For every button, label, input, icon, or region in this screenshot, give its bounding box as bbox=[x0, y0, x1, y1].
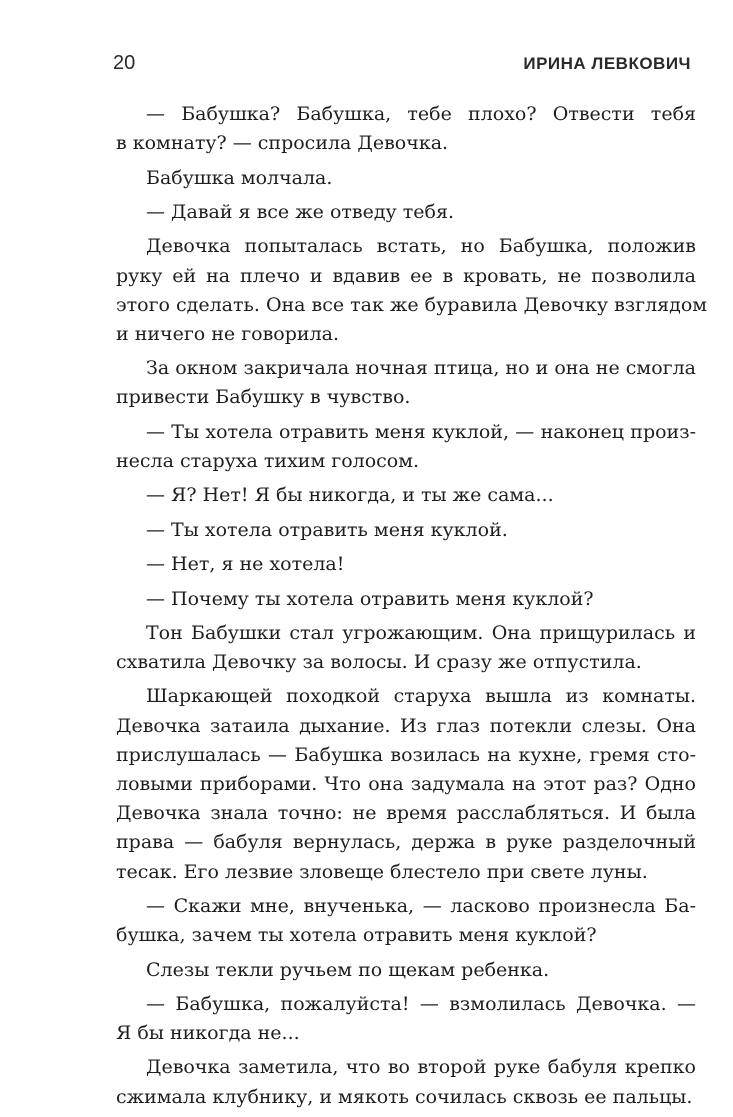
text-line: Я бы никогда не... bbox=[116, 1022, 300, 1045]
text-line: Девочка знала точно: не время расслабляться. И была bbox=[116, 802, 696, 825]
text-line: — Я? Нет! Я бы никогда, и ты же сама... bbox=[146, 484, 554, 507]
text-line: — Нет, я не хотела! bbox=[146, 553, 345, 576]
text-line: этого сделать. Она все так же буравила Девочку взглядом bbox=[116, 293, 708, 316]
body-text bbox=[116, 100, 708, 1117]
paragraph bbox=[116, 232, 708, 349]
paragraph bbox=[116, 100, 696, 158]
paragraph bbox=[116, 585, 696, 614]
paragraph bbox=[116, 682, 696, 886]
text-line: Девочка попыталась встать, но Бабушка, положив bbox=[146, 235, 696, 258]
paragraph bbox=[116, 956, 696, 985]
paragraph bbox=[116, 619, 696, 677]
text-line: Шаркающей походкой старуха вышла из комнаты. bbox=[146, 685, 696, 708]
text-line: руку ей на плечо и вдавив ее в кровать, не позволила bbox=[116, 264, 696, 287]
running-head-author: ИРИНА ЛЕВКОВИЧ bbox=[523, 54, 691, 73]
text-line: — Давай я все же отведу тебя. bbox=[146, 200, 454, 223]
text-line: — Бабушка? Бабушка, тебе плохо? Отвести тебя bbox=[146, 103, 696, 125]
page-header bbox=[0, 48, 733, 82]
text-line: Девочка заметила, что во второй руке бабуля крепко bbox=[146, 1056, 696, 1079]
text-line: — Ты хотела отравить меня куклой. bbox=[146, 518, 508, 541]
paragraph bbox=[116, 550, 696, 579]
text-line: Слезы текли ручьем по щекам ребенка. bbox=[146, 958, 550, 981]
text-line: несла старуха тихим голосом. bbox=[116, 450, 420, 472]
paragraph bbox=[116, 198, 696, 227]
paragraph bbox=[116, 354, 696, 412]
text-line: в комнату? — спросила Девочка. bbox=[116, 132, 449, 155]
text-line: прислушалась — Бабушка возилась на кухне, гремя сто- bbox=[116, 743, 696, 766]
text-line: сжимала клубнику, и мякоть сочилась сквозь ее пальцы. bbox=[116, 1085, 693, 1108]
text-line: За окном закричала ночная птица, но и она не смогла bbox=[146, 357, 696, 380]
text-line: — Скажи мне, внученька, — ласково произнесла Ба- bbox=[146, 894, 696, 917]
text-line: — Бабушка, пожалуйста! — взмолилась Девочка. — bbox=[146, 992, 696, 1015]
paragraph bbox=[116, 990, 696, 1048]
text-line: и ничего не говорила. bbox=[116, 322, 340, 345]
text-line: тесак. Его лезвие зловеще блестело при свете луны. bbox=[116, 860, 648, 883]
text-line: — Ты хотела отравить меня куклой, — наконец произ- bbox=[146, 420, 696, 443]
page-number: 20 bbox=[113, 52, 136, 74]
paragraph bbox=[116, 892, 696, 950]
text-line: привести Бабушку в чувство. bbox=[116, 386, 411, 409]
text-line: права — бабуля вернулась, держа в руке разделочный bbox=[116, 831, 696, 854]
paragraph bbox=[116, 418, 696, 476]
paragraph bbox=[116, 481, 696, 510]
paragraph bbox=[116, 516, 696, 545]
text-line: Бабушка молчала. bbox=[146, 166, 333, 189]
paragraph bbox=[116, 164, 696, 193]
text-line: ловыми приборами. Что она задумала на этот раз? Одно bbox=[116, 773, 696, 795]
text-line: Тон Бабушки стал угрожающим. Она прищурилась и bbox=[146, 621, 696, 644]
text-line: — Почему ты хотела отравить меня куклой? bbox=[146, 587, 594, 610]
text-line: схватила Девочку за волосы. И сразу же отпустила. bbox=[116, 651, 642, 674]
text-line: Девочка затаила дыхание. Из глаз потекли слезы. Она bbox=[116, 714, 696, 737]
paragraph bbox=[116, 1053, 696, 1111]
text-line: бушка, зачем ты хотела отравить меня куклой? bbox=[116, 924, 597, 947]
